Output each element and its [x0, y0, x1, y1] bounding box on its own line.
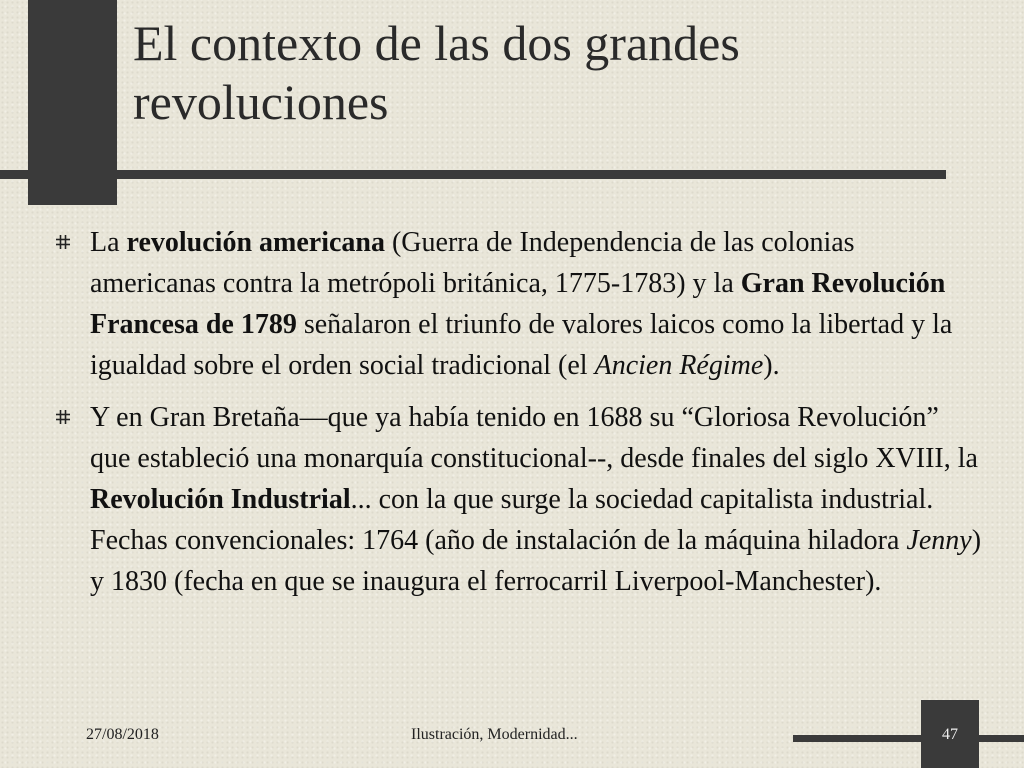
italic-text: Ancien Régime	[594, 350, 764, 381]
slide-title: El contexto de las dos grandes revoluciones	[133, 15, 740, 130]
footer-line	[793, 735, 1024, 742]
hash-bullet-icon	[56, 235, 70, 249]
footer-caption: Ilustración, Modernidad...	[411, 726, 578, 743]
title-underline-bar	[0, 170, 946, 179]
bold-text: Gran Revolución Francesa de 1789	[90, 268, 946, 340]
text-run: ) y 1830 (fecha en que se inaugura el ferrocarril Liverpool-Manchester).	[90, 525, 982, 597]
italic-text: Jenny	[906, 525, 972, 556]
slide-number	[921, 700, 979, 768]
bullet-text	[90, 402, 981, 597]
text-run: La	[90, 227, 127, 258]
bullet-item-2	[56, 397, 986, 602]
text-run: señalaron el triunfo de valores laicos como la libertad y la igualdad sobre el orden social tradicional (el	[90, 309, 953, 381]
slide-number-text: 47	[942, 726, 958, 743]
bullet-text	[90, 227, 952, 381]
text-run: Y en Gran Bretaña—que ya había tenido en 1688 su “Gloriosa Revolución” que estableció una monarquía constitucional--, desde finales del siglo XVIII, la	[90, 402, 978, 474]
bullet-item-1	[56, 222, 986, 386]
text-run: ... con la que surge la sociedad capitalista industrial. Fechas convencionales: 1764 (año de instalación de la máquina hiladora	[90, 484, 934, 556]
hash-bullet-icon	[56, 410, 70, 424]
bold-text: revolución americana	[126, 227, 385, 258]
footer-date: 27/08/2018	[86, 726, 159, 743]
text-run: ).	[763, 350, 780, 381]
slide-body	[56, 222, 986, 613]
text-run: (Guerra de Independencia de las colonias americanas contra la metrópoli británica, 1775-1783) y la	[90, 227, 855, 299]
bold-text: Revolución Industrial	[90, 484, 351, 515]
